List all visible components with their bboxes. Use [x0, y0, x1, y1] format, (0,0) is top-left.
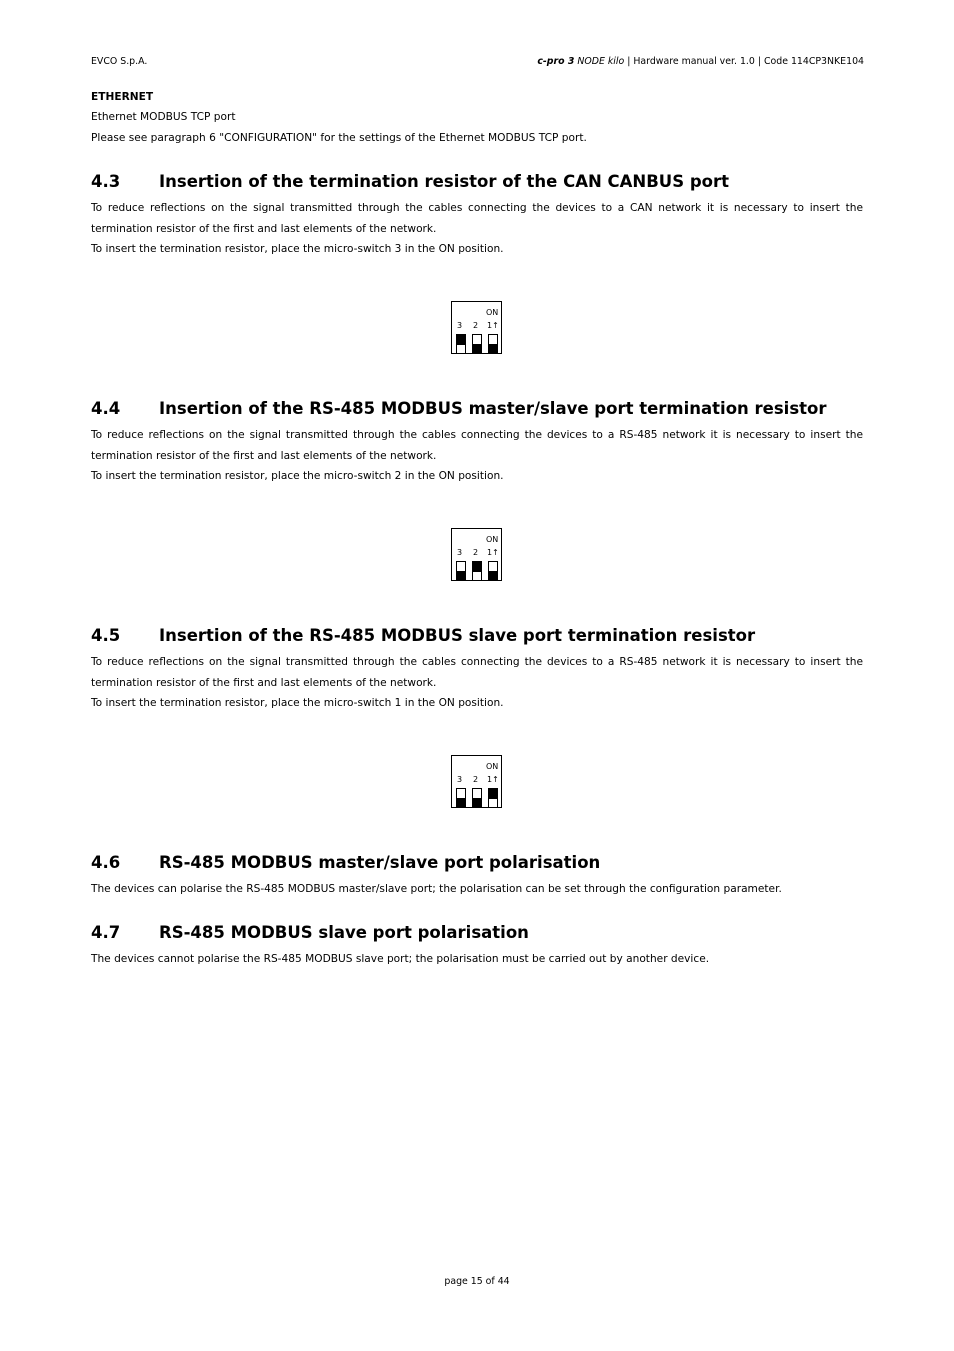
- section-4-5-para-2: To insert the termination resistor, place the micro-switch 1 in the ON position.: [91, 697, 504, 709]
- dip-label-2: 2: [473, 548, 479, 557]
- switch-knob: [457, 571, 465, 581]
- dip-switch-1: [488, 561, 498, 581]
- dip-switch-2: [472, 561, 482, 581]
- section-4-5-heading: [91, 626, 755, 645]
- dip-label-1: 1↑: [487, 548, 499, 557]
- ethernet-title: ETHERNET: [91, 91, 154, 103]
- dip-on-label: ON: [486, 308, 499, 317]
- dip-switch-diagram: [451, 528, 502, 581]
- section-title: Insertion of the termination resistor of the CAN CANBUS port: [159, 172, 729, 191]
- section-4-4-para-2: To insert the termination resistor, place the micro-switch 2 in the ON position.: [91, 470, 504, 482]
- switch-knob: [473, 798, 481, 808]
- section-4-3-heading: [91, 172, 729, 191]
- section-title: Insertion of the RS-485 MODBUS slave port termination resistor: [159, 626, 756, 645]
- switch-knob: [473, 344, 481, 354]
- header-company: EVCO S.p.A.: [91, 56, 148, 67]
- header-manual-info: | Hardware manual ver. 1.0 | Code 114CP3NKE104: [624, 56, 864, 67]
- dip-on-label: ON: [486, 535, 499, 544]
- section-4-4-heading: [91, 399, 827, 418]
- dip-label-3: 3: [457, 321, 463, 330]
- switch-knob: [489, 571, 497, 581]
- dip-label-1: 1↑: [487, 775, 499, 784]
- dip-on-label: ON: [486, 762, 499, 771]
- section-title: Insertion of the RS-485 MODBUS master/slave port termination resistor: [159, 399, 827, 418]
- dip-label-1: 1↑: [487, 321, 499, 330]
- section-4-3-para-1: To reduce reflections on the signal transmitted through the cables connecting the devices to a CAN network it is necessary to insert the termination resistor of the first and last elements of the network.: [91, 202, 863, 235]
- dip-switch-diagram: [451, 301, 502, 354]
- dip-switch-1: [488, 334, 498, 354]
- dip-switch-1: [488, 788, 498, 808]
- dip-switch-3: [456, 561, 466, 581]
- dip-switch-3: [456, 334, 466, 354]
- section-4-7-para-1: The devices cannot polarise the RS-485 MODBUS slave port; the polarisation must be carried out by another device.: [91, 953, 710, 965]
- section-number: 4.3: [91, 172, 121, 191]
- dip-switch-3: [456, 788, 466, 808]
- ethernet-line-2: Please see paragraph 6 "CONFIGURATION" for the settings of the Ethernet MODBUS TCP port.: [91, 132, 587, 144]
- header-product-name: c-pro 3: [537, 56, 575, 67]
- ethernet-line-1: Ethernet MODBUS TCP port: [91, 111, 236, 123]
- switch-knob: [457, 335, 465, 345]
- switch-knob: [489, 789, 497, 799]
- switch-knob: [489, 344, 497, 354]
- page-number: page 15 of 44: [444, 1276, 510, 1287]
- dip-label-3: 3: [457, 548, 463, 557]
- switch-knob: [457, 798, 465, 808]
- header-doc-info: [537, 56, 864, 67]
- dip-switch-2: [472, 334, 482, 354]
- dip-label-3: 3: [457, 775, 463, 784]
- switch-knob: [473, 562, 481, 572]
- section-title: RS-485 MODBUS slave port polarisation: [159, 923, 529, 942]
- section-4-6-heading: [91, 853, 600, 872]
- section-4-7-heading: [91, 923, 529, 942]
- dip-switch-2: [472, 788, 482, 808]
- section-4-5-para-1: To reduce reflections on the signal transmitted through the cables connecting the devices to a RS-485 network it is necessary to insert the termination resistor of the first and last elements of the network.: [91, 656, 863, 689]
- section-title: RS-485 MODBUS master/slave port polarisation: [159, 853, 601, 872]
- dip-switch-diagram: [451, 755, 502, 808]
- section-number: 4.6: [91, 853, 121, 872]
- section-number: 4.4: [91, 399, 121, 418]
- dip-label-2: 2: [473, 775, 479, 784]
- header-product-model: NODE kilo: [577, 56, 625, 67]
- section-number: 4.7: [91, 923, 121, 942]
- section-4-4-para-1: To reduce reflections on the signal transmitted through the cables connecting the devices to a RS-485 network it is necessary to insert the termination resistor of the first and last elements of the network.: [91, 429, 863, 462]
- section-4-6-para-1: The devices can polarise the RS-485 MODBUS master/slave port; the polarisation can be set through the configuration parameter.: [91, 883, 782, 895]
- dip-label-2: 2: [473, 321, 479, 330]
- section-number: 4.5: [91, 626, 121, 645]
- section-4-3-para-2: To insert the termination resistor, place the micro-switch 3 in the ON position.: [91, 243, 504, 255]
